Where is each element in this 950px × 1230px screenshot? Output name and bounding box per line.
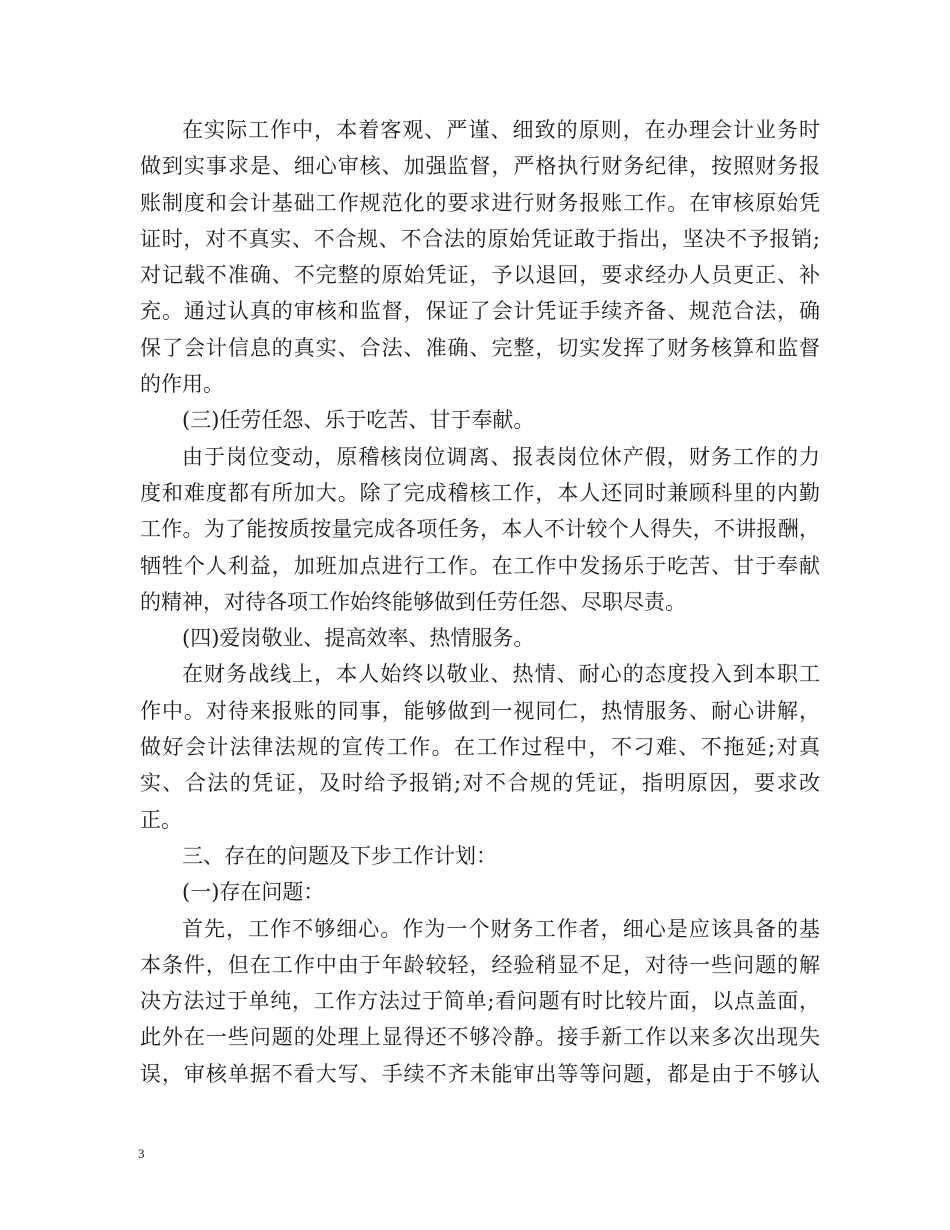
text-line: 的作用。 bbox=[140, 372, 224, 397]
text-line: 本条件，但在工作中由于年龄较轻，经验稍显不足，对待一些问题的解 bbox=[140, 952, 820, 977]
text-line: 正。 bbox=[140, 807, 182, 832]
text-line: 做到实事求是、细心审核、加强监督，严格执行财务纪律，按照财务报 bbox=[140, 154, 820, 179]
text-line: 实、合法的凭证，及时给予报销;对不合规的凭证，指明原因，要求改 bbox=[140, 771, 820, 796]
text-line: 牺牲个人利益，加班加点进行工作。在工作中发扬乐于吃苦、甘于奉献 bbox=[140, 553, 820, 578]
paragraph bbox=[140, 439, 820, 620]
text-line: 作中。对待来报账的同事，能够做到一视同仁，热情服务、耐心讲解， bbox=[140, 698, 820, 723]
text-line: 误，审核单据不看大写、手续不齐未能审出等等问题，都是由于不够认 bbox=[140, 1061, 820, 1086]
text-line: (四)爱岗敬业、提高效率、热情服务。 bbox=[182, 626, 535, 651]
text-line: 的精神，对待各项工作始终能够做到任劳任怨、尽职尽责。 bbox=[140, 589, 686, 614]
text-line: 保了会计信息的真实、合法、准确、完整，切实发挥了财务核算和监督 bbox=[140, 335, 820, 360]
paragraph bbox=[140, 911, 820, 1092]
text-line: 充。通过认真的审核和监督，保证了会计凭证手续齐备、规范合法，确 bbox=[140, 299, 820, 324]
section-heading bbox=[140, 874, 820, 910]
text-line: 账制度和会计基础工作规范化的要求进行财务报账工作。在审核原始凭 bbox=[140, 190, 820, 215]
paragraph bbox=[140, 112, 820, 402]
text-line: 决方法过于单纯，工作方法过于简单;看问题有时比较片面，以点盖面， bbox=[140, 989, 820, 1014]
text-line: (一)存在问题： bbox=[182, 880, 325, 905]
text-line: 三、存在的问题及下步工作计划： bbox=[182, 843, 497, 868]
text-line: 工作。为了能按质按量完成各项任务，本人不计较个人得失，不讲报酬， bbox=[140, 517, 820, 542]
text-line: 在实际工作中，本着客观、严谨、细致的原则，在办理会计业务时 bbox=[182, 118, 820, 142]
text-line: 由于岗位变动，原稽核岗位调离、报表岗位休产假，财务工作的力 bbox=[182, 444, 820, 469]
text-line: 证时，对不真实、不合规、不合法的原始凭证敢于指出，坚决不予报销; bbox=[140, 226, 820, 251]
text-line: 首先，工作不够细心。作为一个财务工作者，细心是应该具备的基 bbox=[182, 916, 820, 941]
text-line: 对记载不准确、不完整的原始凭证，予以退回，要求经办人员更正、补 bbox=[140, 263, 820, 288]
document-body bbox=[140, 112, 820, 1092]
text-line: 做好会计法律法规的宣传工作。在工作过程中，不刁难、不拖延;对真 bbox=[140, 735, 820, 760]
text-line: 度和难度都有所加大。除了完成稽核工作，本人还同时兼顾科里的内勤 bbox=[140, 480, 820, 505]
paragraph bbox=[140, 656, 820, 837]
text-line: 在财务战线上，本人始终以敬业、热情、耐心的态度投入到本职工 bbox=[182, 662, 820, 687]
section-heading bbox=[140, 838, 820, 874]
page-number: 3 bbox=[138, 1146, 145, 1161]
text-line: 此外在一些问题的处理上显得还不够冷静。接手新工作以来多次出现失 bbox=[140, 1025, 820, 1050]
section-heading bbox=[140, 402, 820, 438]
text-line: (三)任劳任怨、乐于吃苦、甘于奉献。 bbox=[182, 408, 535, 433]
section-heading bbox=[140, 620, 820, 656]
